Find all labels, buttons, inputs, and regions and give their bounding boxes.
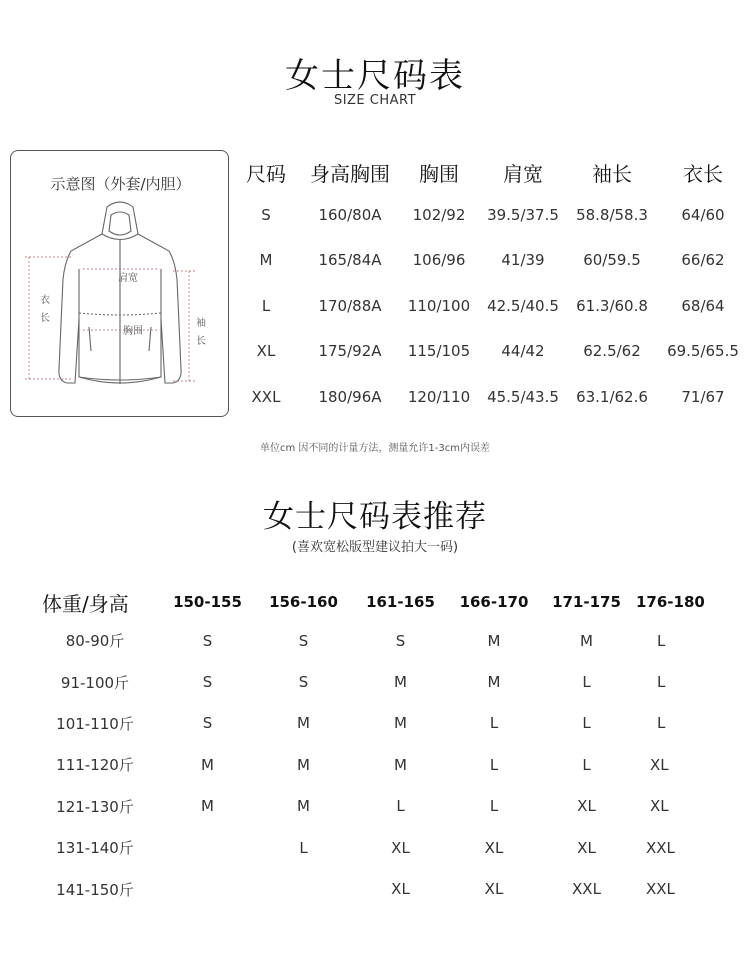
cell: M <box>297 797 310 816</box>
table-row <box>30 661 750 702</box>
cell: 110/100 <box>407 296 471 315</box>
header-height-chest: 身高胸围 <box>310 161 390 186</box>
cell: L <box>396 797 405 816</box>
size-chart-title: 女士尺码表 <box>285 56 465 96</box>
diagram-label: 示意图（外套/内胆） <box>50 175 191 193</box>
recommend-table-header <box>30 584 750 620</box>
size-table <box>232 152 750 420</box>
cell: L <box>489 755 499 774</box>
cell: 41/39 <box>501 251 545 270</box>
cell: L <box>489 797 499 816</box>
cell: 60/59.5 <box>583 251 641 270</box>
measurement-note: 单位cm 因不同的计量方法，测量允许1-3cm内误差 <box>260 443 490 454</box>
cell: M <box>259 251 273 270</box>
table-row <box>30 703 750 744</box>
cell: L <box>657 673 666 692</box>
table-row <box>232 283 750 329</box>
table-row <box>232 238 750 284</box>
cell: XL <box>484 880 504 899</box>
size-chart-subtitle: SIZE CHART <box>333 93 417 108</box>
weight-cell: 91-100斤 <box>60 673 130 692</box>
jacket-diagram <box>10 150 229 417</box>
shoulder-label: 肩宽 <box>118 273 138 284</box>
cell: 180/96A <box>318 387 382 406</box>
cell: M <box>487 673 501 692</box>
cell: 61.3/60.8 <box>576 296 648 315</box>
cell: XXL <box>646 838 675 857</box>
height-header: 176-180 <box>636 593 705 611</box>
cell: 106/96 <box>412 251 466 270</box>
cell: XL <box>650 797 669 816</box>
cell: L <box>657 631 666 650</box>
table-row <box>30 744 750 785</box>
weight-cell: 101-110斤 <box>56 714 134 733</box>
cell: M <box>487 631 501 650</box>
cell: 39.5/37.5 <box>487 205 559 224</box>
height-header: 150-155 <box>173 593 242 611</box>
length-label-2: 长 <box>40 313 50 324</box>
table-row <box>30 786 750 827</box>
cell: XXL <box>572 880 601 899</box>
cell: M <box>201 755 214 774</box>
weight-cell: 131-140斤 <box>56 839 134 858</box>
recommend-table <box>30 584 750 910</box>
cell: L <box>299 838 308 857</box>
cell: XXL <box>646 880 675 899</box>
recommend-subtitle: (喜欢宽松版型建议拍大一码) <box>291 540 459 555</box>
table-row <box>232 329 750 375</box>
cell: S <box>202 631 213 650</box>
cell: 175/92A <box>318 342 382 361</box>
cell: L <box>582 755 591 774</box>
cell: XL <box>391 880 410 899</box>
cell: L <box>657 714 666 733</box>
cell: 44/42 <box>501 342 545 361</box>
weight-cell: 141-150斤 <box>56 880 134 899</box>
size-table-header <box>232 152 750 192</box>
cell: M <box>394 673 407 692</box>
cell: M <box>297 714 310 733</box>
cell: S <box>395 631 406 650</box>
cell: M <box>394 714 407 733</box>
cell <box>255 868 352 909</box>
length-label-1: 衣 <box>40 295 50 306</box>
cell: 66/62 <box>681 251 725 270</box>
table-row <box>232 192 750 238</box>
header-sleeve: 袖长 <box>592 161 632 186</box>
table-row <box>30 868 750 909</box>
height-header: 166-170 <box>459 593 529 611</box>
sleeve-label-1: 袖 <box>196 318 206 329</box>
cell: 45.5/43.5 <box>487 387 559 406</box>
header-size: 尺码 <box>246 161 286 186</box>
cell: 69.5/65.5 <box>667 342 739 361</box>
cell: 71/67 <box>681 387 725 406</box>
cell: L <box>489 714 499 733</box>
cell: 115/105 <box>407 342 471 361</box>
cell: 170/88A <box>318 296 382 315</box>
weight-cell: 121-130斤 <box>56 797 134 816</box>
cell: S <box>298 673 309 692</box>
cell: XL <box>256 342 276 361</box>
corner-header: 体重/身高 <box>42 591 129 616</box>
header-length: 衣长 <box>683 161 723 186</box>
cell: XL <box>391 838 410 857</box>
height-header: 171-175 <box>552 593 621 611</box>
table-row <box>30 620 750 661</box>
weight-cell: 111-120斤 <box>56 756 134 775</box>
cell: S <box>202 714 213 733</box>
cell: M <box>201 797 214 816</box>
jacket-illustration <box>25 199 215 399</box>
cell: S <box>202 673 213 692</box>
chest-label: 胸围 <box>123 326 143 337</box>
cell: 64/60 <box>681 205 725 224</box>
cell: L <box>261 296 271 315</box>
header-shoulder: 肩宽 <box>503 161 543 186</box>
cell <box>160 827 255 868</box>
cell: 165/84A <box>318 251 382 270</box>
cell: XXL <box>251 387 281 406</box>
cell: 62.5/62 <box>583 342 641 361</box>
table-row <box>232 374 750 420</box>
cell: L <box>582 673 591 692</box>
cell: S <box>298 631 309 650</box>
cell: 58.8/58.3 <box>576 205 648 224</box>
height-header: 161-165 <box>366 593 435 611</box>
cell: 120/110 <box>407 387 471 406</box>
height-header: 156-160 <box>269 593 338 611</box>
cell: XL <box>650 755 669 774</box>
cell: XL <box>484 838 504 857</box>
cell: L <box>582 714 591 733</box>
cell: XL <box>577 797 596 816</box>
cell: 68/64 <box>681 296 725 315</box>
table-row <box>30 827 750 868</box>
cell: 63.1/62.6 <box>576 387 648 406</box>
cell: 160/80A <box>318 205 382 224</box>
weight-cell: 80-90斤 <box>65 632 125 651</box>
header-chest: 胸围 <box>419 161 459 186</box>
cell: S <box>261 205 271 224</box>
cell: M <box>580 631 593 650</box>
cell: 42.5/40.5 <box>487 296 559 315</box>
cell: M <box>394 755 407 774</box>
sleeve-label-2: 长 <box>196 336 206 347</box>
cell: XL <box>577 838 596 857</box>
cell: M <box>297 755 310 774</box>
cell <box>160 868 255 909</box>
cell: 102/92 <box>412 205 466 224</box>
recommend-title: 女士尺码表推荐 <box>263 499 487 535</box>
